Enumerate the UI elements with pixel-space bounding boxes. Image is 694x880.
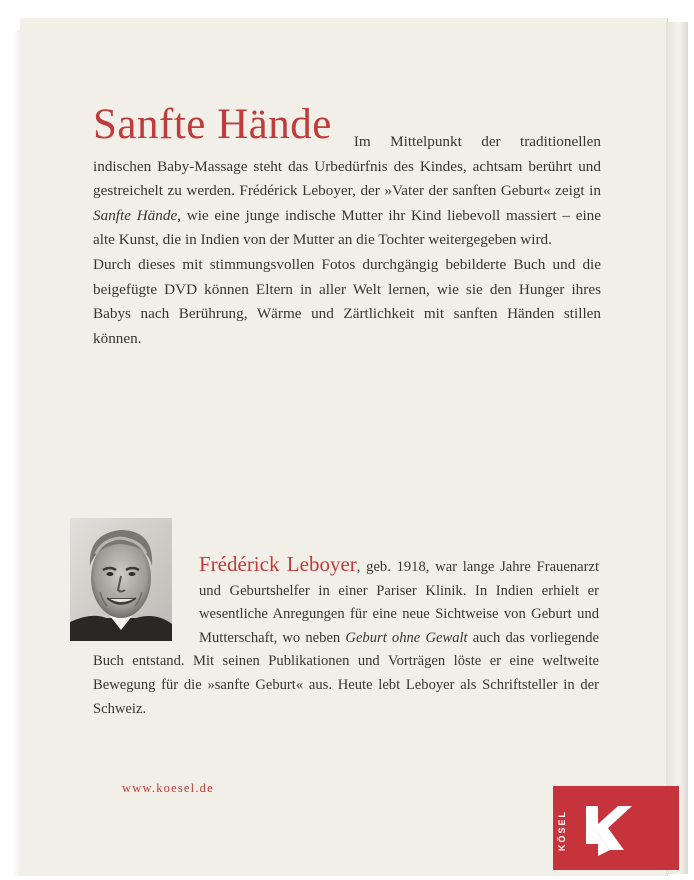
blurb-title-reference: Sanfte Hände (93, 206, 178, 224)
cover-spine-edge (666, 22, 688, 874)
publisher-k-logo-icon (578, 800, 636, 858)
author-bio-title-reference: Geburt ohne Gewalt (345, 629, 468, 646)
author-bio (93, 553, 599, 721)
publisher-url[interactable]: www.koesel.de (122, 781, 214, 795)
blurb-section (93, 100, 601, 351)
blurb-text-start: Im Mittelpunkt der traditionellen indischen Baby-Massage steht das Urbedürfnis des Kindes, achtsam berührt und gestreichelt zu werden. Frédérick Leboyer, der »Vater der sanften Geburt« zeigt in (93, 133, 601, 200)
blurb-text-end: , wie eine junge indische Mutter ihr Kind liebevoll massiert – eine alte Kunst, die in Indien von der Mutter an die Tochter weitergegeben wird. (93, 206, 601, 249)
photo-spacer (93, 553, 199, 643)
publisher-name: KÖSEL (557, 809, 567, 851)
book-title: Sanfte Hände (93, 101, 332, 148)
author-bio-text-end: auch das vorliegende Buch entstand. Mit seinen Publikationen und Vorträgen löste er eine weltweite Bewegung für die »sanfte Geburt« aus. Heute lebt Leboyer als Schriftsteller in der Schweiz. (93, 629, 599, 717)
author-bio-text-start: , geb. 1918, war lange Jahre Frauenarzt und Geburtshelfer in einer Pariser Klinik. In Indien erhielt er wesentliche Anregungen für eine neue Sichtweise von Geburt und Mutterschaft, wo neben (199, 559, 599, 646)
author-name: Frédérick Leboyer (199, 552, 357, 576)
blurb-paragraph-2: Durch dieses mit stimmungsvollen Fotos durchgängig bebilderte Buch und die beigefügte DVD können Eltern in aller Welt lernen, wie sie den Hunger ihres Babys nach Berührung, Wärme und Zärtlichkeit mit sanften Händen stillen können. (93, 255, 601, 347)
